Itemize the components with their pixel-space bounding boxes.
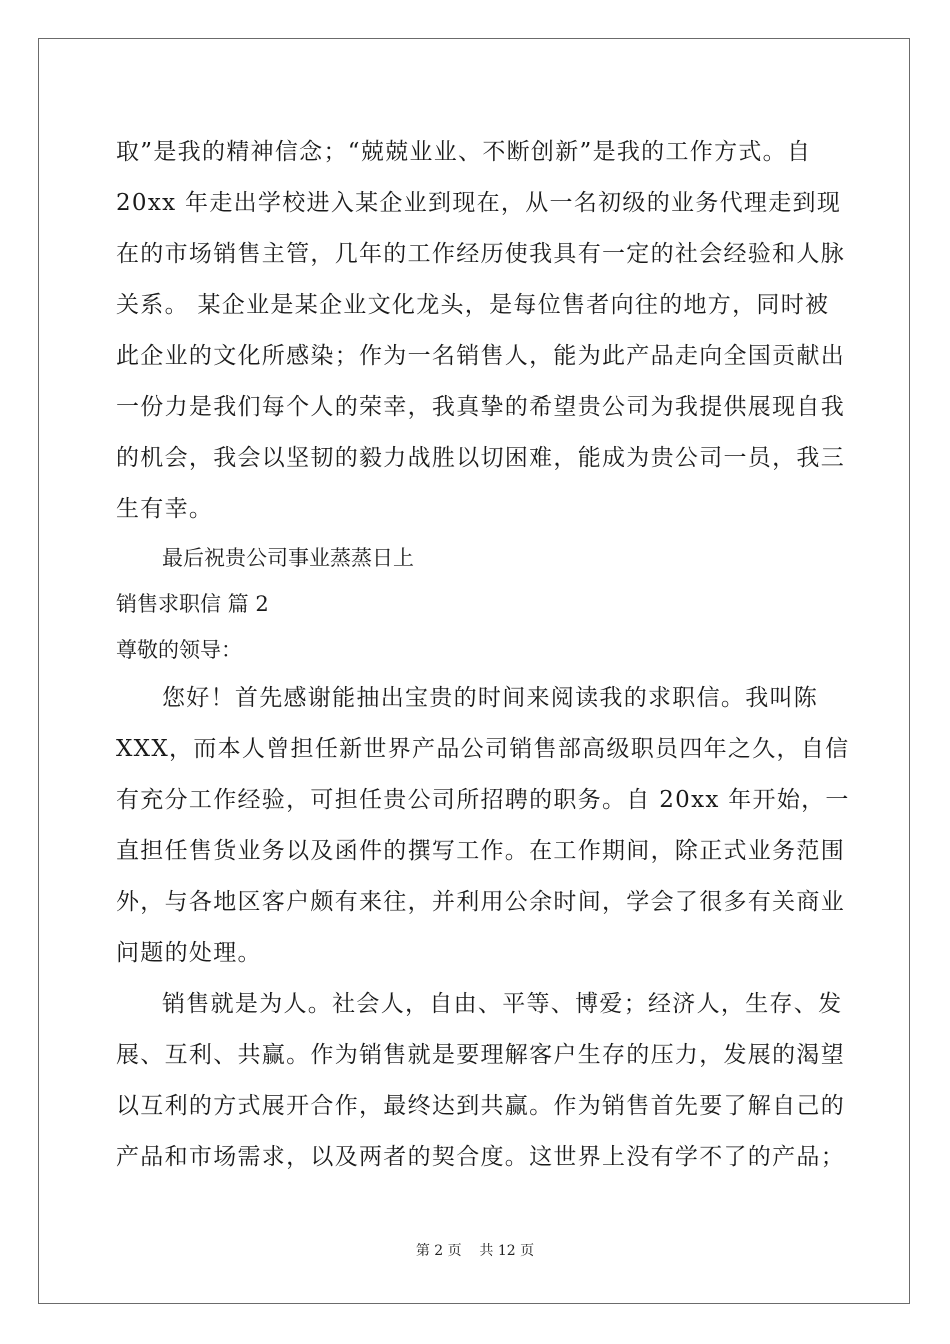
text-line: 关系。 某企业是某企业文化龙头，是每位售者向往的地方，同时被 <box>116 292 830 318</box>
text-line: 20xx 年走出学校进入某企业到现在，从一名初级的业务代理走到现 <box>116 190 842 216</box>
text-line: 一份力是我们每个人的荣幸，我真挚的希望贵公司为我提供展现自我 <box>116 394 845 420</box>
text-line: 问题的处理。 <box>116 940 262 966</box>
paragraph-2 <box>116 673 850 979</box>
text-line: XXX，而本人曾担任新世界产品公司销售部高级职员四年之久，自信 <box>116 736 850 762</box>
text-line: 直担任售货业务以及函件的撰写工作。在工作期间，除正式业务范围 <box>116 838 845 864</box>
text-line: 此企业的文化所感染；作为一名销售人，能为此产品走向全国贡献出 <box>116 343 845 369</box>
text-line: 在的市场销售主管，几年的工作经历使我具有一定的社会经验和人脉 <box>116 241 845 267</box>
text-line: 产品和市场需求，以及两者的契合度。这世界上没有学不了的产品； <box>116 1144 845 1170</box>
text-line: 取”是我的精神信念；“兢兢业业、不断创新”是我的工作方式。自 <box>116 139 812 165</box>
text-line: 您好！首先感谢能抽出宝贵的时间来阅读我的求职信。我叫陈 <box>162 685 819 711</box>
text-line: 的机会，我会以坚韧的毅力战胜以切困难，能成为贵公司一员，我三 <box>116 445 845 471</box>
text-line: 外，与各地区客户颇有来往，并利用公余时间，学会了很多有关商业 <box>116 889 845 915</box>
text-line: 展、互利、共赢。作为销售就是要理解客户生存的压力，发展的渴望 <box>116 1042 845 1068</box>
text-line: 以互利的方式展开合作，最终达到共赢。作为销售首先要了解自己的 <box>116 1093 845 1119</box>
paragraph-1 <box>116 127 845 535</box>
document-body <box>116 127 850 1183</box>
closing-line: 最后祝贵公司事业蒸蒸日上 <box>162 546 414 570</box>
page-number-footer: 第 2 页 共 12 页 <box>415 1243 535 1259</box>
section-title: 销售求职信 篇 2 <box>116 592 269 616</box>
salutation: 尊敬的领导： <box>116 638 242 662</box>
text-line: 有充分工作经验，可担任贵公司所招聘的职务。自 20xx 年开始，一 <box>116 787 850 813</box>
text-line: 销售就是为人。社会人，自由、平等、博爱；经济人，生存、发 <box>162 991 843 1017</box>
text-line: 生有幸。 <box>116 496 214 522</box>
paragraph-3 <box>116 979 845 1183</box>
